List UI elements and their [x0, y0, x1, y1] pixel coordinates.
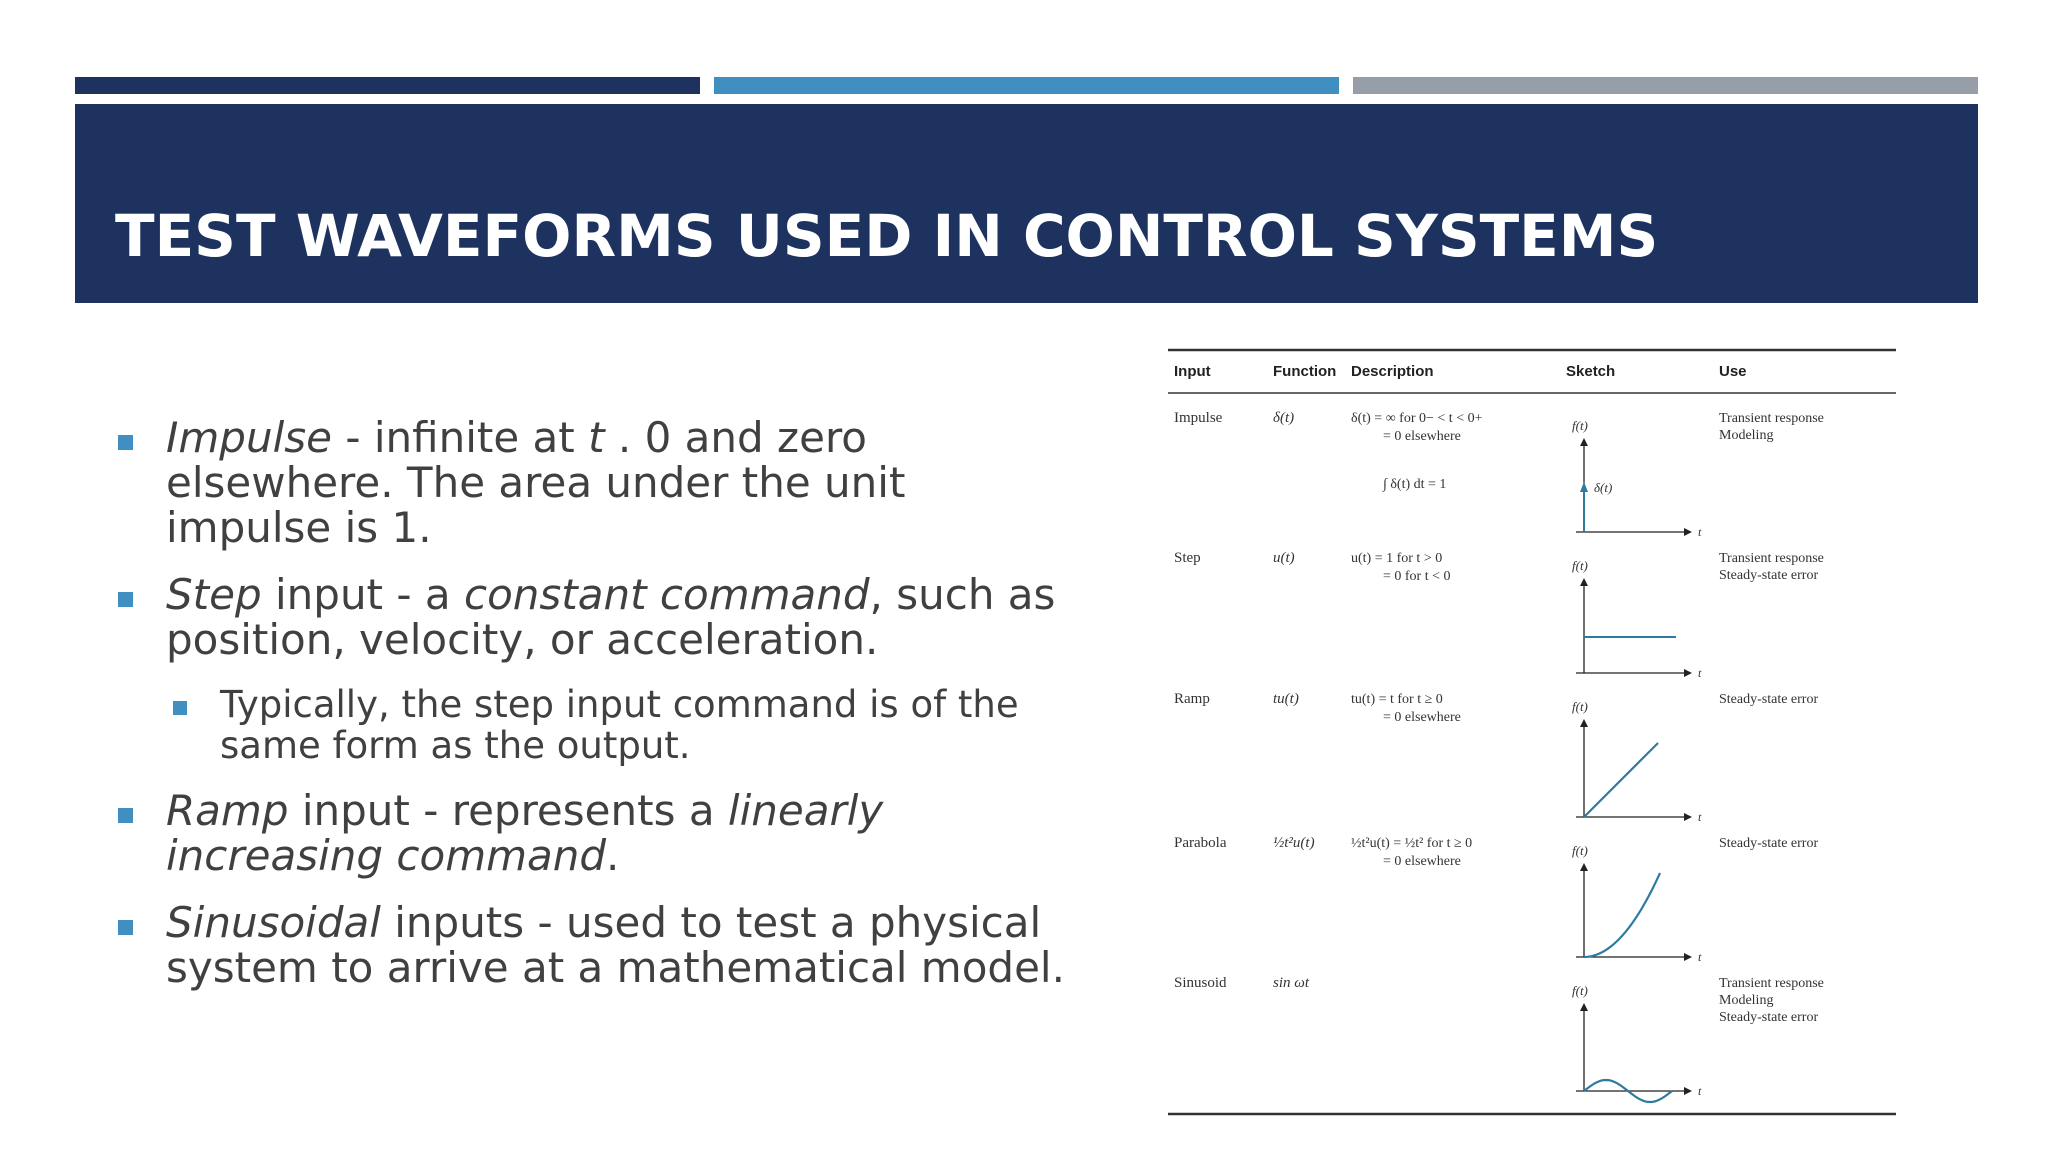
accent-bar-blue	[714, 77, 1339, 94]
sketch	[1572, 699, 1702, 824]
y-axis-arrowhead	[1580, 719, 1588, 727]
row-function: sin ωt	[1273, 975, 1310, 991]
bullet-text: input - represents a	[288, 786, 728, 835]
accent-bar-gray	[1353, 77, 1978, 94]
row-use-line: Transient response	[1719, 976, 1824, 991]
sketch-t-label: t	[1698, 666, 1702, 680]
bullet-text: Sinusoidal	[166, 898, 381, 947]
bullet-square-icon	[118, 808, 133, 823]
row-use-line: Steady-state error	[1719, 1010, 1819, 1025]
t-axis-arrowhead	[1684, 813, 1692, 821]
bullet-list	[118, 415, 1078, 1012]
title-band	[75, 104, 1978, 303]
row-input-name: Sinusoid	[1174, 975, 1227, 991]
bullet-square-icon	[118, 920, 133, 935]
row-use-line: Modeling	[1719, 993, 1774, 1008]
y-axis-arrowhead	[1580, 863, 1588, 871]
table-header-cell: Description	[1351, 363, 1434, 380]
impulse-arrowhead	[1580, 482, 1588, 492]
bullet-text: t	[588, 413, 605, 462]
sketch-y-label: f(t)	[1572, 558, 1588, 573]
sketch-t-label: t	[1698, 810, 1702, 824]
row-function: tu(t)	[1273, 691, 1299, 707]
bullet-text: Typically, the step input command is of the same form as the output.	[220, 683, 1019, 767]
row-use-line: Steady-state error	[1719, 568, 1819, 583]
bullet-text: linearly increasing command	[166, 786, 884, 880]
sketch	[1572, 843, 1702, 964]
t-axis-arrowhead	[1684, 1087, 1692, 1095]
row-use-line: Steady-state error	[1719, 692, 1819, 707]
bullet-text: - infinite at	[331, 413, 589, 462]
y-axis-arrowhead	[1580, 438, 1588, 446]
row-input-name: Impulse	[1174, 410, 1223, 426]
row-use-line: Modeling	[1719, 428, 1774, 443]
table-row	[1174, 550, 1824, 680]
sketch	[1572, 418, 1702, 539]
bullet-text: inputs - used to test a physical system to arrive at a mathematical model.	[166, 898, 1065, 992]
bullet-item	[118, 415, 1078, 550]
table-header-cell: Function	[1273, 363, 1337, 380]
row-description-line: ∫ δ(t) dt = 1	[1383, 477, 1447, 492]
sketch	[1572, 983, 1702, 1102]
row-use-line: Transient response	[1719, 551, 1824, 566]
row-use-line: Steady-state error	[1719, 836, 1819, 851]
bullet-text: constant command	[463, 570, 870, 619]
ramp-curve	[1584, 743, 1658, 817]
table-row	[1174, 410, 1824, 539]
row-description-line: ½t²u(t) = ½t² for t ≥ 0	[1351, 836, 1473, 851]
waveform-table	[1168, 346, 1896, 1116]
row-input-name: Parabola	[1174, 835, 1227, 851]
row-function: ½t²u(t)	[1273, 835, 1315, 851]
sketch-t-label: t	[1698, 525, 1702, 539]
t-axis-arrowhead	[1684, 669, 1692, 677]
table-header-cell: Input	[1174, 363, 1211, 380]
y-axis-arrowhead	[1580, 578, 1588, 586]
bullet-item	[118, 572, 1078, 662]
row-input-name: Step	[1174, 550, 1201, 566]
parabola-curve	[1584, 873, 1660, 957]
bullet-text: .	[606, 831, 620, 880]
bullet-item	[118, 788, 1078, 878]
bullet-text: . 0 and zero elsewhere. The area under the unit impulse is 1.	[166, 413, 906, 552]
sketch-y-label: f(t)	[1572, 699, 1588, 714]
table-row	[1174, 835, 1818, 964]
row-description-line: = 0 elsewhere	[1383, 710, 1461, 725]
t-axis-arrowhead	[1684, 953, 1692, 961]
accent-bar-navy	[75, 77, 700, 94]
bullet-text: Ramp	[166, 786, 289, 835]
sketch-y-label: f(t)	[1572, 983, 1588, 998]
row-use-line: Transient response	[1719, 411, 1824, 426]
row-input-name: Ramp	[1174, 691, 1210, 707]
bullet-square-icon	[118, 435, 133, 450]
row-description-line: u(t) = 1 for t > 0	[1351, 551, 1443, 566]
row-description-line: = 0 for t < 0	[1383, 569, 1451, 584]
bullet-text: , such as position, velocity, or acceleration.	[166, 570, 1056, 664]
row-description-line: = 0 elsewhere	[1383, 429, 1461, 444]
sketch	[1572, 558, 1702, 680]
table-row	[1174, 691, 1818, 824]
sketch-t-label: t	[1698, 1084, 1702, 1098]
row-description-line: δ(t) = ∞ for 0− < t < 0+	[1351, 411, 1483, 426]
impulse-label: δ(t)	[1594, 480, 1613, 495]
row-description-line: = 0 elsewhere	[1383, 854, 1461, 869]
y-axis-arrowhead	[1580, 1003, 1588, 1011]
sketch-t-label: t	[1698, 950, 1702, 964]
sketch-y-label: f(t)	[1572, 418, 1588, 433]
sub-bullet-item	[118, 684, 1078, 766]
bullet-text: Impulse	[166, 413, 332, 462]
bullet-text: Step	[166, 570, 262, 619]
bullet-square-icon	[118, 592, 133, 607]
row-description-line: tu(t) = t for t ≥ 0	[1351, 692, 1443, 707]
bullet-item	[118, 900, 1078, 990]
row-function: δ(t)	[1273, 410, 1295, 426]
bullet-text: input - a	[261, 570, 464, 619]
row-function: u(t)	[1273, 550, 1295, 566]
table-header-cell: Use	[1719, 363, 1747, 380]
sketch-y-label: f(t)	[1572, 843, 1588, 858]
slide-title: TEST WAVEFORMS USED IN CONTROL SYSTEMS	[115, 202, 1659, 270]
t-axis-arrowhead	[1684, 528, 1692, 536]
table-header-cell: Sketch	[1566, 363, 1616, 380]
table-row	[1174, 975, 1824, 1102]
bullet-square-icon	[173, 701, 187, 715]
